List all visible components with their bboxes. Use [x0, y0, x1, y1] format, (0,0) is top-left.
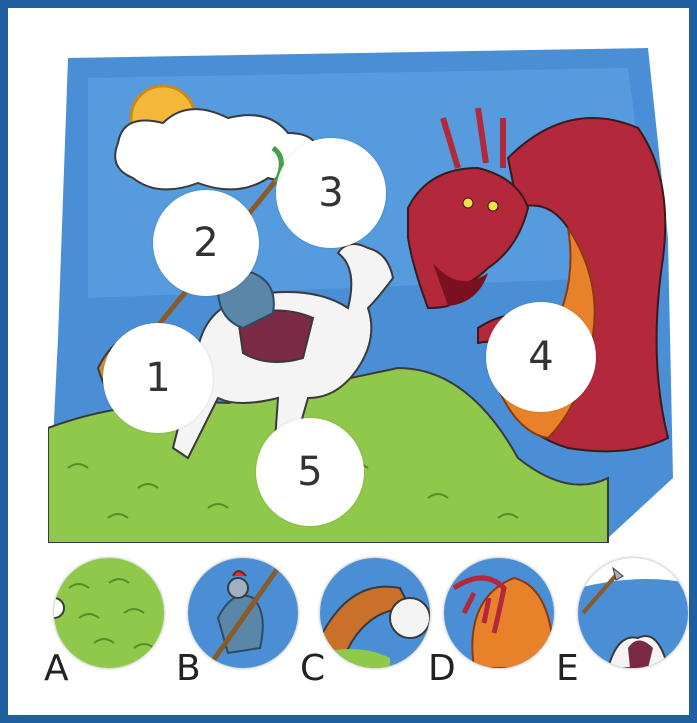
piece-e[interactable] [578, 558, 688, 668]
piece-d-art [444, 558, 554, 668]
hole-2[interactable] [153, 190, 259, 296]
piece-c-label: C [300, 648, 326, 689]
piece-b-art [188, 558, 298, 668]
piece-d[interactable] [444, 558, 554, 668]
piece-c-art [320, 558, 430, 668]
hole-3[interactable] [276, 138, 386, 248]
piece-a-art [54, 558, 164, 668]
piece-a[interactable] [54, 558, 164, 668]
hole-label: 5 [297, 449, 323, 495]
hole-label: 3 [318, 170, 344, 216]
hole-5[interactable] [256, 418, 364, 526]
piece-b-label: B [176, 648, 201, 689]
piece-c[interactable] [320, 558, 430, 668]
hole-label: 2 [193, 220, 219, 266]
hole-1[interactable] [103, 323, 213, 433]
hole-4[interactable] [486, 302, 596, 412]
hole-label: 1 [145, 355, 171, 401]
piece-e-label: E [556, 648, 579, 689]
piece-a-label: A [44, 648, 69, 689]
piece-d-label: D [428, 648, 456, 689]
piece-e-art [578, 558, 688, 668]
scene-illustration [48, 38, 673, 543]
hole-label: 4 [528, 334, 554, 380]
piece-b[interactable] [188, 558, 298, 668]
